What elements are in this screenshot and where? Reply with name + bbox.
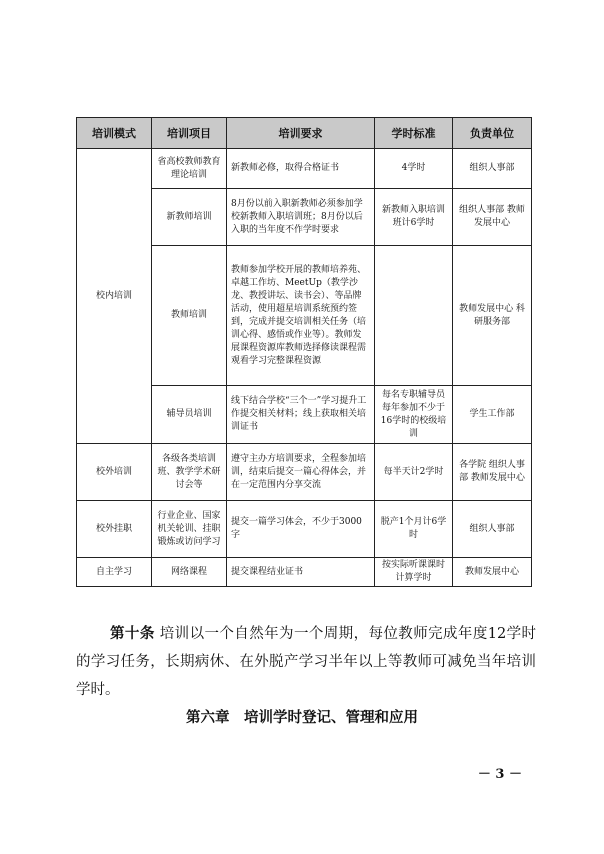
hours-cell: 4学时 bbox=[375, 149, 453, 189]
table-row bbox=[77, 149, 532, 189]
table-row bbox=[77, 558, 532, 587]
item-cell: 辅导员培训 bbox=[152, 386, 227, 444]
hours-cell bbox=[375, 246, 453, 386]
table-row bbox=[77, 501, 532, 558]
requirement-cell: 遵守主办方培训要求，全程参加培训，结束后提交一篇心得体会，并在一定范围内分享交流 bbox=[227, 444, 375, 501]
hours-cell: 新教师入职培训班计6学时 bbox=[375, 189, 453, 246]
requirement-cell: 8月份以前入职新教师必须参加学校新教师入职培训班；8月份以后入职的当年度不作学时要求 bbox=[227, 189, 375, 246]
chapter-title: 第六章 培训学时登记、管理和应用 bbox=[186, 710, 418, 726]
table-header-row bbox=[77, 118, 532, 149]
hours-cell: 每名专职辅导员每年参加不少于16学时的校级培训 bbox=[375, 386, 453, 444]
article-text: 培训以一个自然年为一个周期，每位教师完成年度12学时的学习任务，长期病休、在外脱产学习半年以上等教师可减免当年培训学时。 bbox=[76, 626, 537, 698]
item-cell: 新教师培训 bbox=[152, 189, 227, 246]
training-table bbox=[76, 117, 532, 587]
item-cell: 网络课程 bbox=[152, 558, 227, 587]
mode-cell: 校外培训 bbox=[77, 444, 152, 501]
unit-cell: 教师发展中心 bbox=[453, 558, 532, 587]
unit-cell: 教师发展中心 科研服务部 bbox=[453, 246, 532, 386]
mode-cell: 校内培训 bbox=[77, 149, 152, 444]
unit-cell: 组织人事部 bbox=[453, 149, 532, 189]
item-cell: 各级各类培训班、教学学术研讨会等 bbox=[152, 444, 227, 501]
unit-cell: 组织人事部 教师发展中心 bbox=[453, 189, 532, 246]
hours-cell: 按实际听课课时计算学时 bbox=[375, 558, 453, 587]
requirement-cell: 新教师必修，取得合格证书 bbox=[227, 149, 375, 189]
mode-cell: 自主学习 bbox=[77, 558, 152, 587]
requirement-cell: 线下结合学校“三个一”学习提升工作提交相关材料；线上获取相关培训证书 bbox=[227, 386, 375, 444]
header-mode: 培训模式 bbox=[77, 118, 152, 149]
unit-cell: 组织人事部 bbox=[453, 501, 532, 558]
article-label: 第十条 bbox=[110, 626, 155, 642]
requirement-cell: 提交课程结业证书 bbox=[227, 558, 375, 587]
requirement-cell: 提交一篇学习体会，不少于3000字 bbox=[227, 501, 375, 558]
article-paragraph bbox=[76, 620, 536, 704]
unit-cell: 各学院 组织人事部 教师发展中心 bbox=[453, 444, 532, 501]
table-row bbox=[77, 444, 532, 501]
hours-cell: 脱产1个月计6学时 bbox=[375, 501, 453, 558]
unit-cell: 学生工作部 bbox=[453, 386, 532, 444]
requirement-cell: 教师参加学校开展的教师培养苑、卓越工作坊、MeetUp（教学沙龙、教授讲坛、读书会）、等品牌活动，使用超星培训系统预约签到，完成并提交培训相关任务（培训心得、感悟或作业等）。教师发展课程资源库教师选择修读课程需观看学习完整课程资源 bbox=[227, 246, 375, 386]
header-item: 培训项目 bbox=[152, 118, 227, 149]
header-unit: 负责单位 bbox=[453, 118, 532, 149]
item-cell: 行业企业、国家机关轮训、挂职锻炼或访问学习 bbox=[152, 501, 227, 558]
item-cell: 省高校教师教育理论培训 bbox=[152, 149, 227, 189]
header-requirement: 培训要求 bbox=[227, 118, 375, 149]
mode-cell: 校外挂职 bbox=[77, 501, 152, 558]
item-cell: 教师培训 bbox=[152, 246, 227, 386]
header-hours: 学时标准 bbox=[375, 118, 453, 149]
page-number: － 3 － bbox=[477, 767, 522, 782]
hours-cell: 每半天计2学时 bbox=[375, 444, 453, 501]
